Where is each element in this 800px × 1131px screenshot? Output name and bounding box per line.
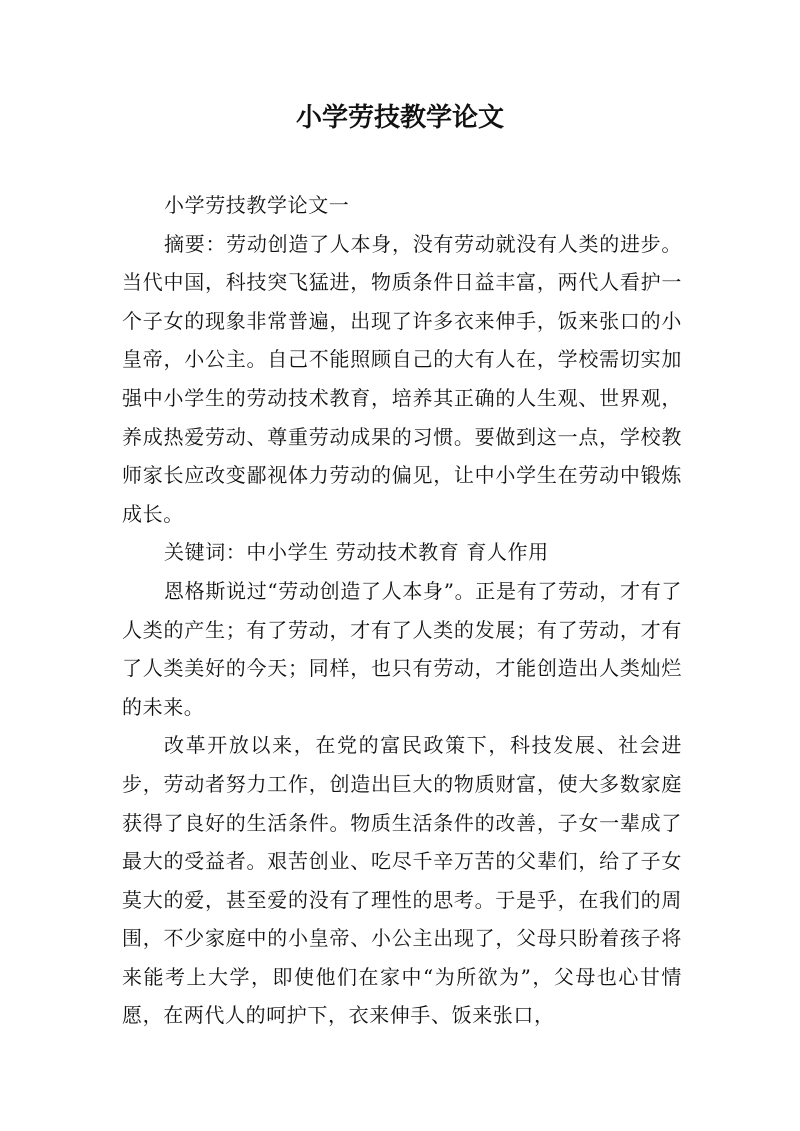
body-paragraph: 恩格斯说过“劳动创造了人本身”。正是有了劳动，才有了人类的产生；有了劳动，才有了人类的发展；有了劳动，才有了人类美好的今天；同样，也只有劳动，才能创造出人类灿烂的未来。 bbox=[122, 578, 682, 719]
keywords-paragraph: 关键词：中小学生 劳动技术教育 育人作用 bbox=[164, 540, 549, 565]
document-title: 小学劳技教学论文 bbox=[295, 103, 504, 133]
abstract-paragraph: 摘要：劳动创造了人本身，没有劳动就没有人类的进步。当代中国，科技突飞猛进，物质条件日益丰富，两代人看护一个子女的现象非常普遍，出现了许多衣来伸手，饭来张口的小皇帝，小公主。自己不能照顾自己的大有人在，学校需切实加强中小学生的劳动技术教育，培养其正确的人生观、世界观，养成热爱劳动、尊重劳动成果的习惯。要做到这一点，学校教师家长应改变鄙视体力劳动的偏见，让中小学生在劳动中锻炼成长。 bbox=[122, 231, 682, 526]
section-heading: 小学劳技教学论文一 bbox=[164, 193, 350, 217]
body-paragraph: 改革开放以来，在党的富民政策下，科技发展、社会进步，劳动者努力工作，创造出巨大的物质财富，使大多数家庭获得了良好的生活条件。物质生活条件的改善，子女一辈成了最大的受益者。艰苦创业、吃尽千辛万苦的父辈们，给了子女莫大的爱，甚至爱的没有了理性的思考。于是乎，在我们的周围，不少家庭中的小皇帝、小公主出现了，父母只盼着孩子将来能考上大学，即使他们在家中“为所欲为”，父母也心甘情愿，在两代人的呵护下，衣来伸手、饭来张口， bbox=[122, 733, 682, 1028]
document-body bbox=[122, 186, 682, 1035]
